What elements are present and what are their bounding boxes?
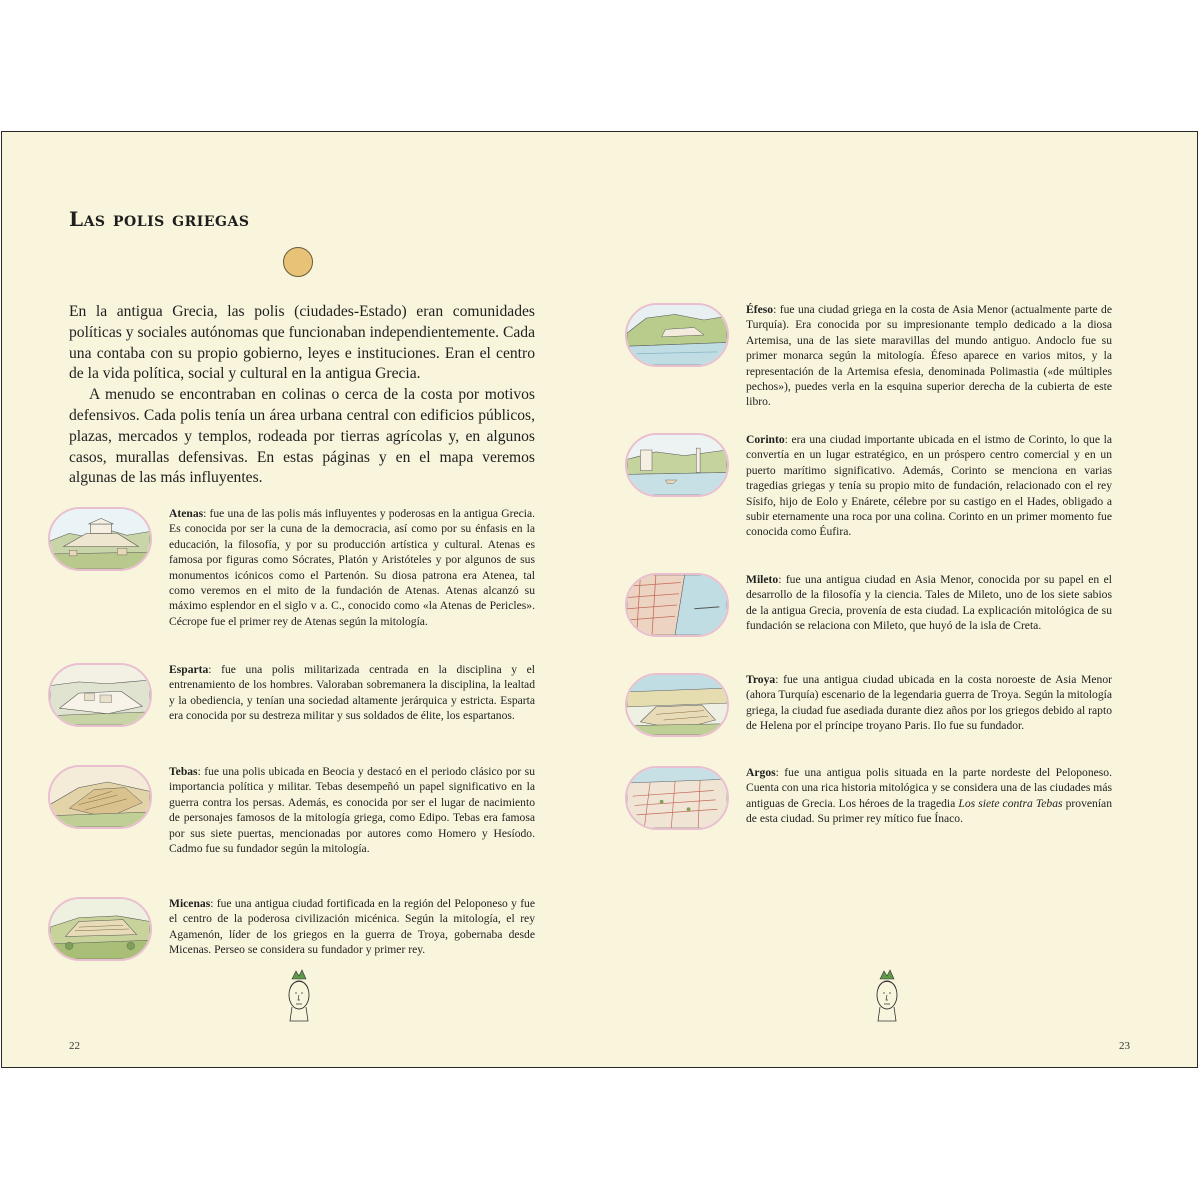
left-page [2,132,600,1067]
bust-ornament-icon [284,967,314,1023]
page-number: 22 [69,1040,80,1052]
city-illustration [625,673,729,737]
entry-text [746,672,1112,734]
city-illustration [625,303,729,367]
entry-name: Corinto [746,433,785,446]
entry-name: Tebas [169,765,198,778]
entry-description: : era una ciudad importante ubicada en el istmo de Corinto, lo que la convertía en un lugar estratégico, en un próspero centro comercial y en un puerto marítimo significativo. Además, Corinto se menciona en varias tragedias griegas y tenía su propio mito de fundación, relacionado con el rey Sísifo, hijo de Eolo y Enárete, célebre por su castigo en el Hades, obligado a subir eternamente una roca por una colina. Corinto en un primer momento fue conocida como Éufira. [746,433,1112,539]
polis-entry-atenas [48,507,578,627]
entry-text [169,662,535,724]
intro-paragraph: A menudo se encontraban en colinas o cerca de la costa por motivos defensivos. Cada polis tenía un área urbana central con edificios públicos, plazas, mercados y templos, rodeada por tierras agrícolas y, en algunos casos, murallas defensivas. En estas páginas y en el mapa veremos algunas de las más influyentes. [69,386,535,487]
entry-description: : fue una polis ubicada en Beocia y destacó en el periodo clásico por su importancia política y militar. Tebas desempeñó un papel significativo en la guerra contra los persas. Además, es conocida por ser el lugar de nacimiento de personajes famosos de la mitología griega, como Edipo. Tebas era famosa por sus siete puertas, mencionadas por autores como Homero y Hesíodo. Cadmo fue su fundador según la mitología. [169,765,535,856]
city-illustration [625,573,729,637]
entry-text [169,764,535,856]
entry-text [169,506,535,629]
city-illustration [48,765,152,829]
entry-description: : fue una polis militarizada centrada en la disciplina y el entrenamiento de los hombres. Valoraban sobremanera la disciplina, la lealtad y la obediencia, y tenían una sociedad altamente jerárquica y estricta. Esparta era conocida por su destreza militar y sus soldados de élite, los espartanos. [169,663,535,723]
bust-ornament-icon [872,967,902,1023]
intro-paragraph: En la antigua Grecia, las polis (ciudades-Estado) eran comunidades políticas y sociales autónomas que funcionaban independientemente. Cada una contaba con su propio gobierno, leyes e instituciones. Eran el centro de la vida política, social y cultural en la antigua Grecia. [69,303,535,383]
city-illustration [48,663,152,727]
entry-description: : fue una antigua ciudad ubicada en la costa noroeste de Asia Menor (ahora Turquía) escenario de la legendaria guerra de Troya. Según la mitología griega, la ciudad fue asediada durante diez años por los griegos debido al rapto de Helena por el príncipe troyano Paris. Ilo fue su fundador. [746,673,1112,733]
city-illustration [48,507,152,571]
entry-name: Esparta [169,663,209,676]
entry-description-end: provenían de esta ciudad. Su primer rey mítico fue Ínaco. [746,796,1112,826]
page-number: 23 [1119,1040,1130,1052]
entry-text [746,432,1112,540]
polis-entry-corinto [625,433,1155,553]
polis-entry-argos [625,766,1155,886]
entry-italic-title: Los siete contra Tebas [958,796,1063,810]
entry-text [746,765,1112,827]
entry-description: : fue una antigua ciudad fortificada en la región del Peloponeso y fue el centro de la poderosa civilización micénica. Según la mitología, el rey Agamenón, líder de los griegos en la guerra de Troya, gobernaba desde Micenas. Perseo se considera su fundador y primer rey. [169,897,535,957]
city-illustration [625,433,729,497]
polis-entry-tebas [48,765,578,885]
entry-name: Troya [746,673,776,686]
entry-description: : fue una antigua polis situada en la parte nordeste del Peloponeso. Cuenta con una rica historia mitológica y se considera una de las ciudades más antiguas de Grecia. Los héroes de la tragedia [746,766,1112,810]
entry-text [746,572,1112,634]
entry-name: Atenas [169,507,204,520]
book-spread [1,131,1198,1068]
city-illustration [625,766,729,830]
entry-description: : fue una ciudad griega en la costa de Asia Menor (actualmente parte de Turquía). Era conocida por su impresionante templo dedicado a la diosa Artemisa, una de las siete maravillas del mundo antiguo. Andoclo fue su primer monarca según la mitología. Éfeso aparece en varios mitos, y la representación de la Artemisa efesia, denominada Polimastia («de múltiples pechos»), puedes verla en la esquina superior derecha de la cubierta de este libro. [746,303,1112,409]
page-title: Las polis griegas [69,207,250,231]
entry-name: Micenas [169,897,211,910]
right-page [600,132,1198,1067]
sun-icon [283,247,313,277]
intro-text [69,302,535,489]
entry-text [746,302,1112,410]
polis-entry-efeso [625,303,1155,423]
entry-description: : fue una de las polis más influyentes y poderosas en la antigua Grecia. Es conocida por ser la cuna de la democracia, así como por su énfasis en la educación, la filosofía, y por su producción artística y cultural. Atenas es famosa por figuras como Sócrates, Platón y Aristóteles y por algunos de sus monumentos icónicos como el Partenón. Su diosa patrona era Atenea, tal como veremos en el mito de la fundación de Atenas. Atenas alcanzó su máximo esplendor en el siglo v a. C., conocido como «la Atenas de Pericles». Cécrope fue el primer rey de Atenas según la mitología. [169,507,535,628]
entry-name: Mileto [746,573,779,586]
city-illustration [48,897,152,961]
entry-text [169,896,535,958]
entry-description: : fue una antigua ciudad en Asia Menor, conocida por su papel en el desarrollo de la filosofía y la ciencia. Tales de Mileto, uno de los siete sabios de la antigua Grecia, provenía de esta ciudad. La explicación mitológica de su fundación se relaciona con Mileto, que huyó de la isla de Creta. [746,573,1112,633]
entry-name: Argos [746,766,776,779]
entry-name: Éfeso [746,303,774,316]
